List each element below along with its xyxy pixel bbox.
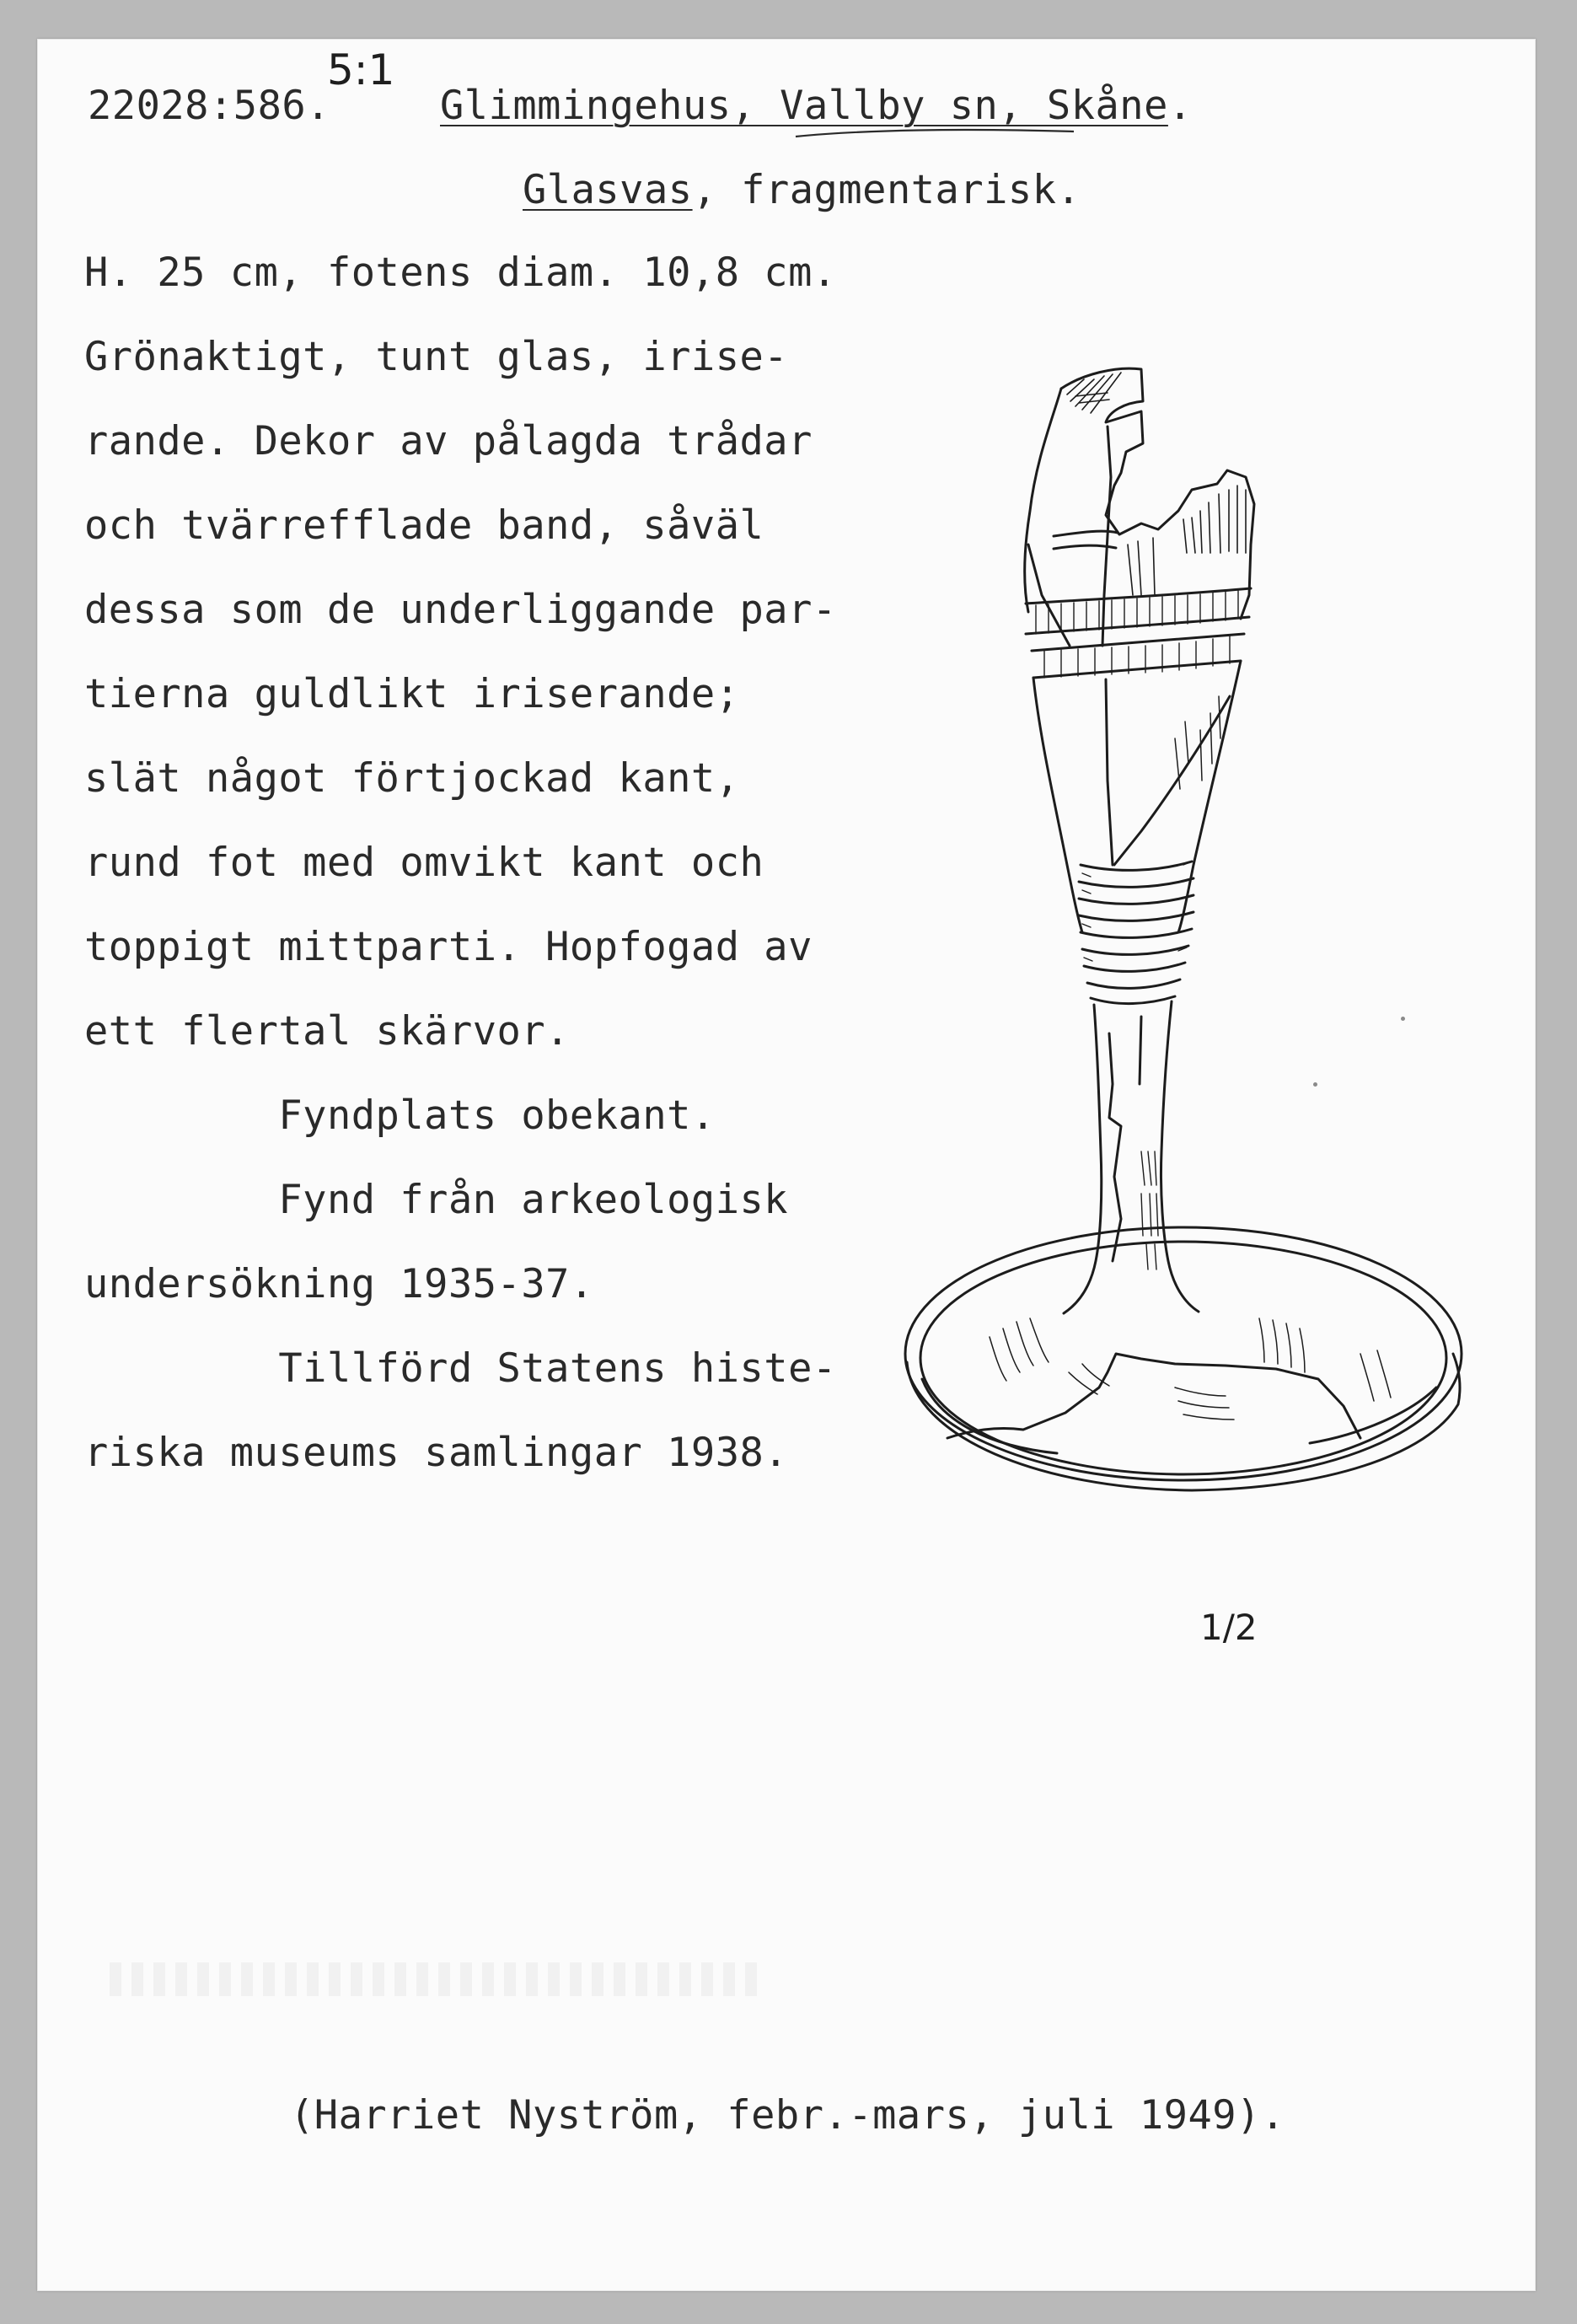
description-line: ett flertal skärvor. (84, 1008, 570, 1055)
object-type: Glasvas (523, 167, 693, 213)
vase-drawing-svg (888, 342, 1462, 1624)
location-text: Glimmingehus, Vallby sn, Skåne (440, 83, 1168, 129)
handwritten-annotation: 5:1 (327, 46, 395, 94)
attribution: (Harriet Nyström, febr.-mars, juli 1949). (290, 2092, 1285, 2139)
description-line: rande. Dekor av pålagda trådar (84, 418, 813, 464)
object-type-line (523, 167, 1081, 213)
description-line: och tvärrefflade band, såväl (84, 502, 764, 549)
description-line: riska museums samlingar 1938. (84, 1430, 789, 1476)
description-line: dessa som de underliggande par- (84, 587, 837, 633)
description-line: tierna guldlikt iriserande; (84, 671, 740, 717)
scale-label: 1/2 (1200, 1607, 1258, 1648)
vase-drawing (888, 342, 1462, 1624)
object-type-suffix: , fragmentarisk. (692, 167, 1081, 213)
description-line: Grönaktigt, tunt glas, irise- (84, 334, 789, 380)
faint-pencil-trace (110, 1962, 767, 1996)
location-underline-stroke (796, 123, 1082, 157)
description-line: H. 25 cm, fotens diam. 10,8 cm. (84, 250, 837, 296)
catalog-number: 22028:586. (88, 83, 330, 129)
paper-speck (1401, 1017, 1405, 1021)
description-line: Fynd från arkeologisk (84, 1177, 789, 1223)
description-line: Fyndplats obekant. (84, 1092, 716, 1139)
paper-speck (1313, 1082, 1317, 1087)
description-line: rund fot med omvikt kant och (84, 840, 764, 886)
location-end: . (1167, 83, 1193, 129)
description-line: slät något förtjockad kant, (84, 755, 740, 802)
location-line (440, 83, 1193, 129)
description-line: toppigt mittparti. Hopfogad av (84, 924, 813, 970)
description-line: Tillförd Statens histe- (84, 1345, 837, 1392)
catalog-card (37, 39, 1536, 2291)
description-line: undersökning 1935-37. (84, 1261, 594, 1307)
